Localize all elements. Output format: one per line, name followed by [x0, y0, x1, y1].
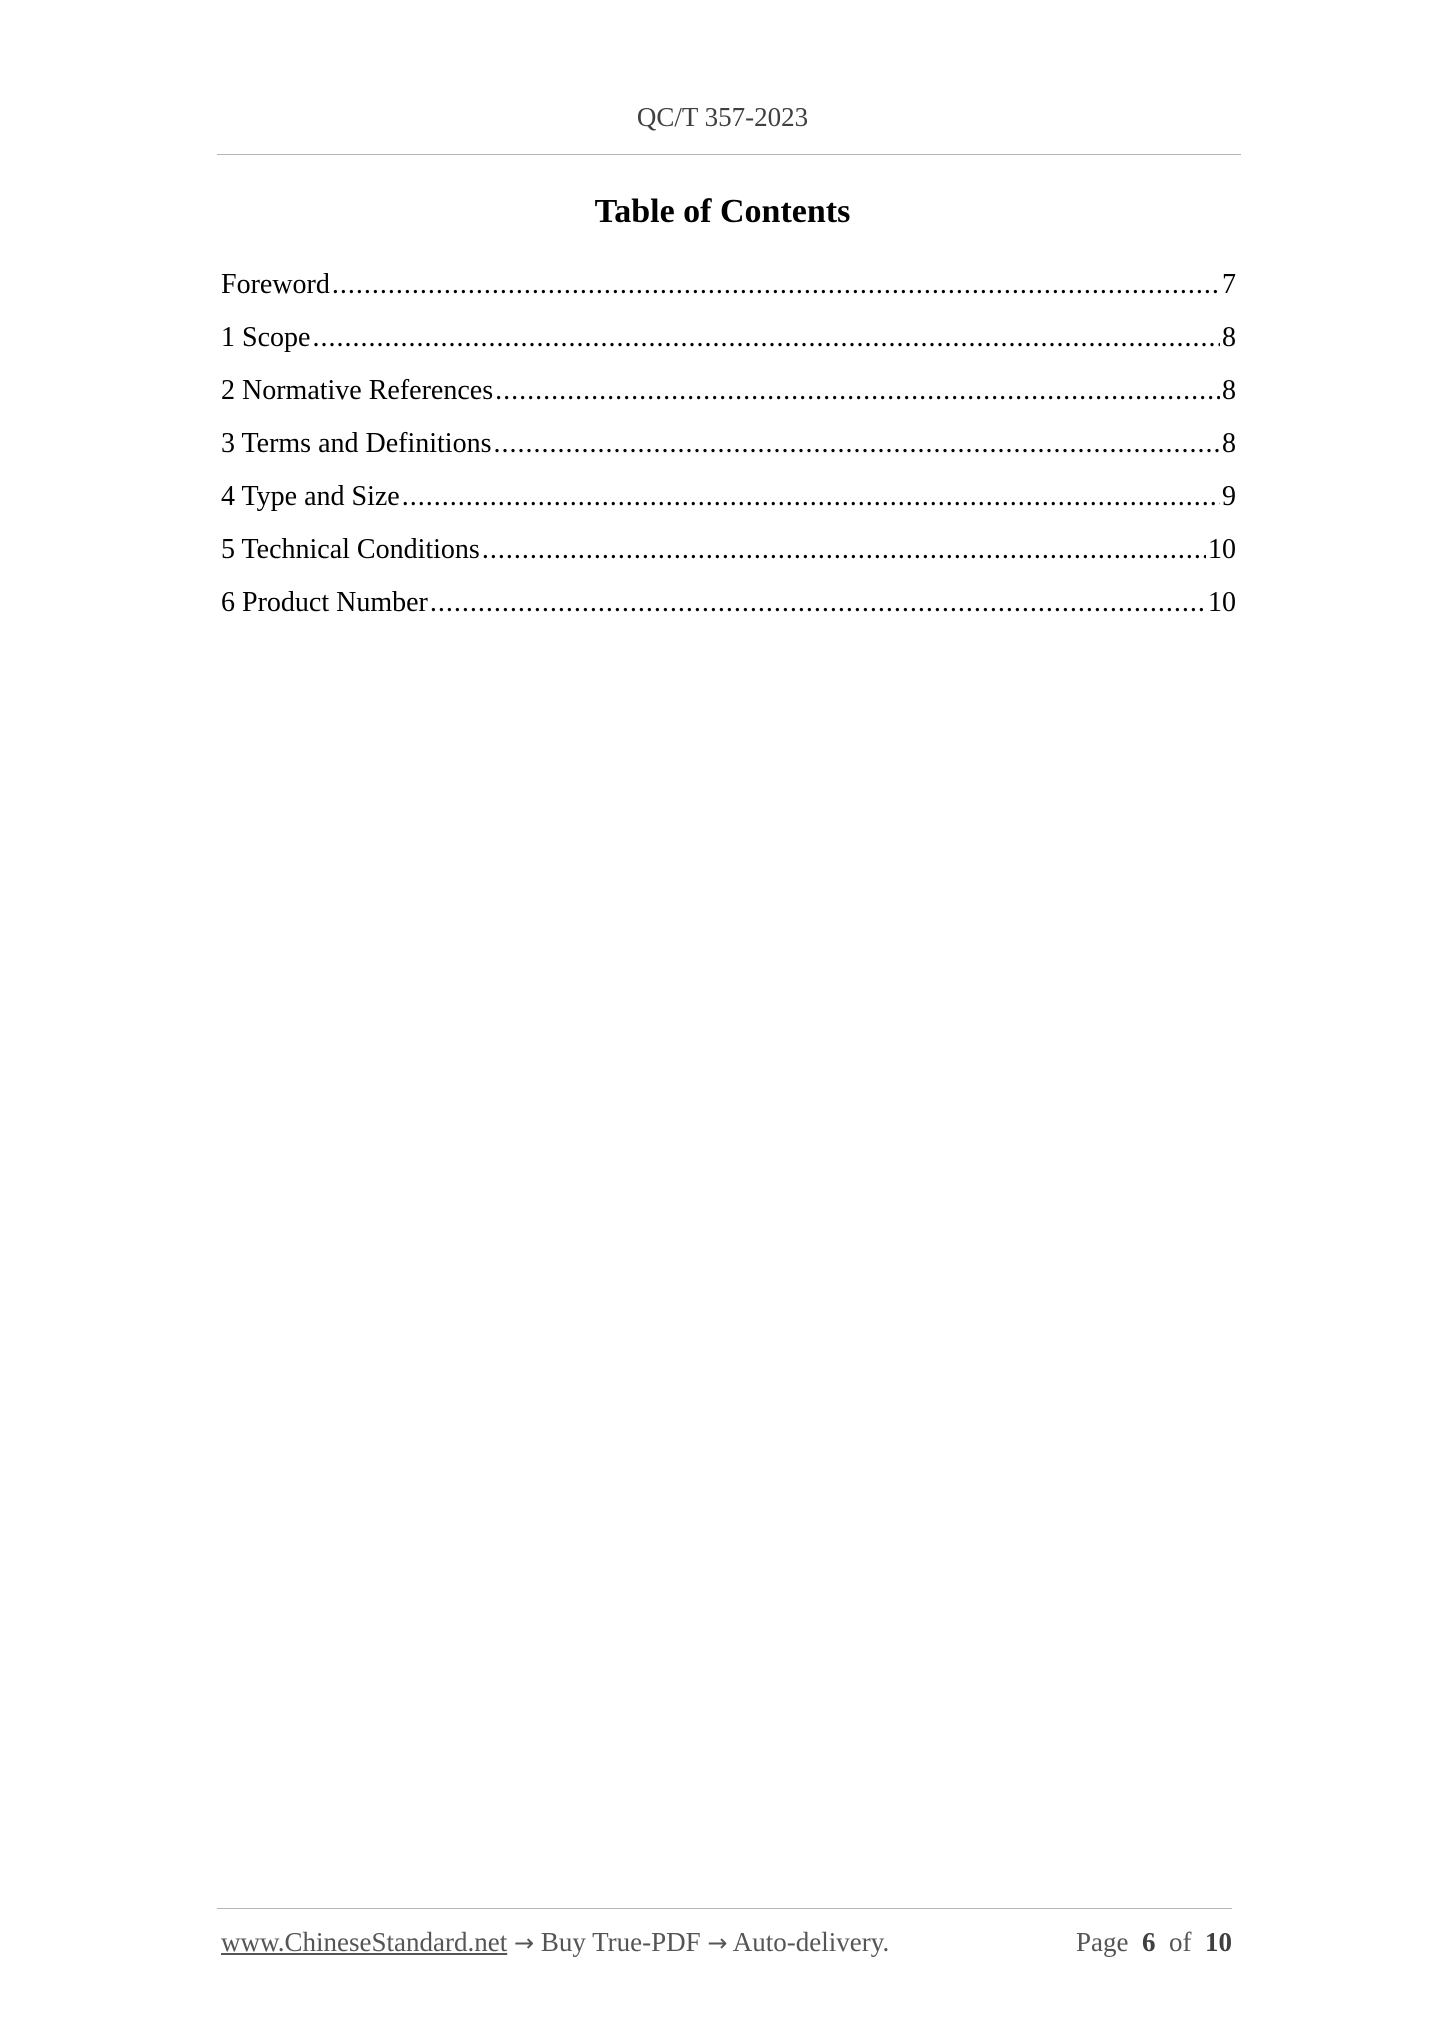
toc-entry-normative-references[interactable]: [221, 372, 1236, 425]
toc-entry-page: 8: [1222, 428, 1236, 459]
toc-entry-page: 8: [1222, 322, 1236, 353]
page-footer: [221, 1927, 1232, 1967]
toc-entry-label: 3 Terms and Definitions: [221, 428, 492, 459]
toc-dot-leader: [332, 266, 1220, 304]
toc-entry-label: 4 Type and Size: [221, 481, 400, 512]
page-word: Page: [1076, 1927, 1129, 1957]
buy-true-pdf-text: Buy True-PDF: [540, 1927, 701, 1957]
toc-entry-page: 10: [1208, 587, 1236, 618]
site-link[interactable]: www.ChineseStandard.net: [221, 1927, 508, 1957]
toc-entry-scope[interactable]: [221, 319, 1236, 372]
current-page-number: 6: [1142, 1927, 1156, 1957]
page-number-indicator: [1076, 1927, 1232, 1958]
toc-entry-terms-and-definitions[interactable]: [221, 425, 1236, 478]
toc-entry-label: 1 Scope: [221, 322, 311, 353]
toc-entry-page: 8: [1222, 375, 1236, 406]
toc-title: Table of Contents: [594, 193, 851, 230]
toc-entry-foreword[interactable]: [221, 266, 1236, 319]
header-divider: [217, 154, 1241, 155]
footer-divider: [217, 1908, 1232, 1909]
toc-entry-label: Foreword: [221, 269, 330, 300]
toc-dot-leader: [430, 584, 1206, 622]
total-page-number: 10: [1205, 1927, 1232, 1957]
auto-delivery-text: Auto-delivery.: [732, 1927, 890, 1957]
toc-entry-page: 10: [1208, 534, 1236, 565]
right-arrow-icon: →: [707, 1929, 728, 1957]
toc-entry-label: 5 Technical Conditions: [221, 534, 480, 565]
toc-entry-type-and-size[interactable]: [221, 478, 1236, 531]
toc-entry-page: 9: [1222, 481, 1236, 512]
toc-dot-leader: [402, 478, 1220, 516]
footer-promo: [221, 1927, 889, 1958]
toc-entry-product-number[interactable]: [221, 584, 1236, 637]
right-arrow-icon: →: [513, 1929, 535, 1957]
document-code-header: QC/T 357-2023: [636, 102, 809, 132]
toc-dot-leader: [495, 372, 1220, 410]
toc-entry-label: 6 Product Number: [221, 587, 428, 618]
of-word: of: [1169, 1927, 1192, 1957]
toc-entry-technical-conditions[interactable]: [221, 531, 1236, 584]
toc-dot-leader: [493, 425, 1220, 463]
toc-entry-label: 2 Normative References: [221, 375, 494, 406]
toc-dot-leader: [482, 531, 1206, 569]
toc-dot-leader: [312, 319, 1220, 357]
toc-list: [221, 266, 1236, 637]
toc-entry-page: 7: [1222, 269, 1236, 300]
